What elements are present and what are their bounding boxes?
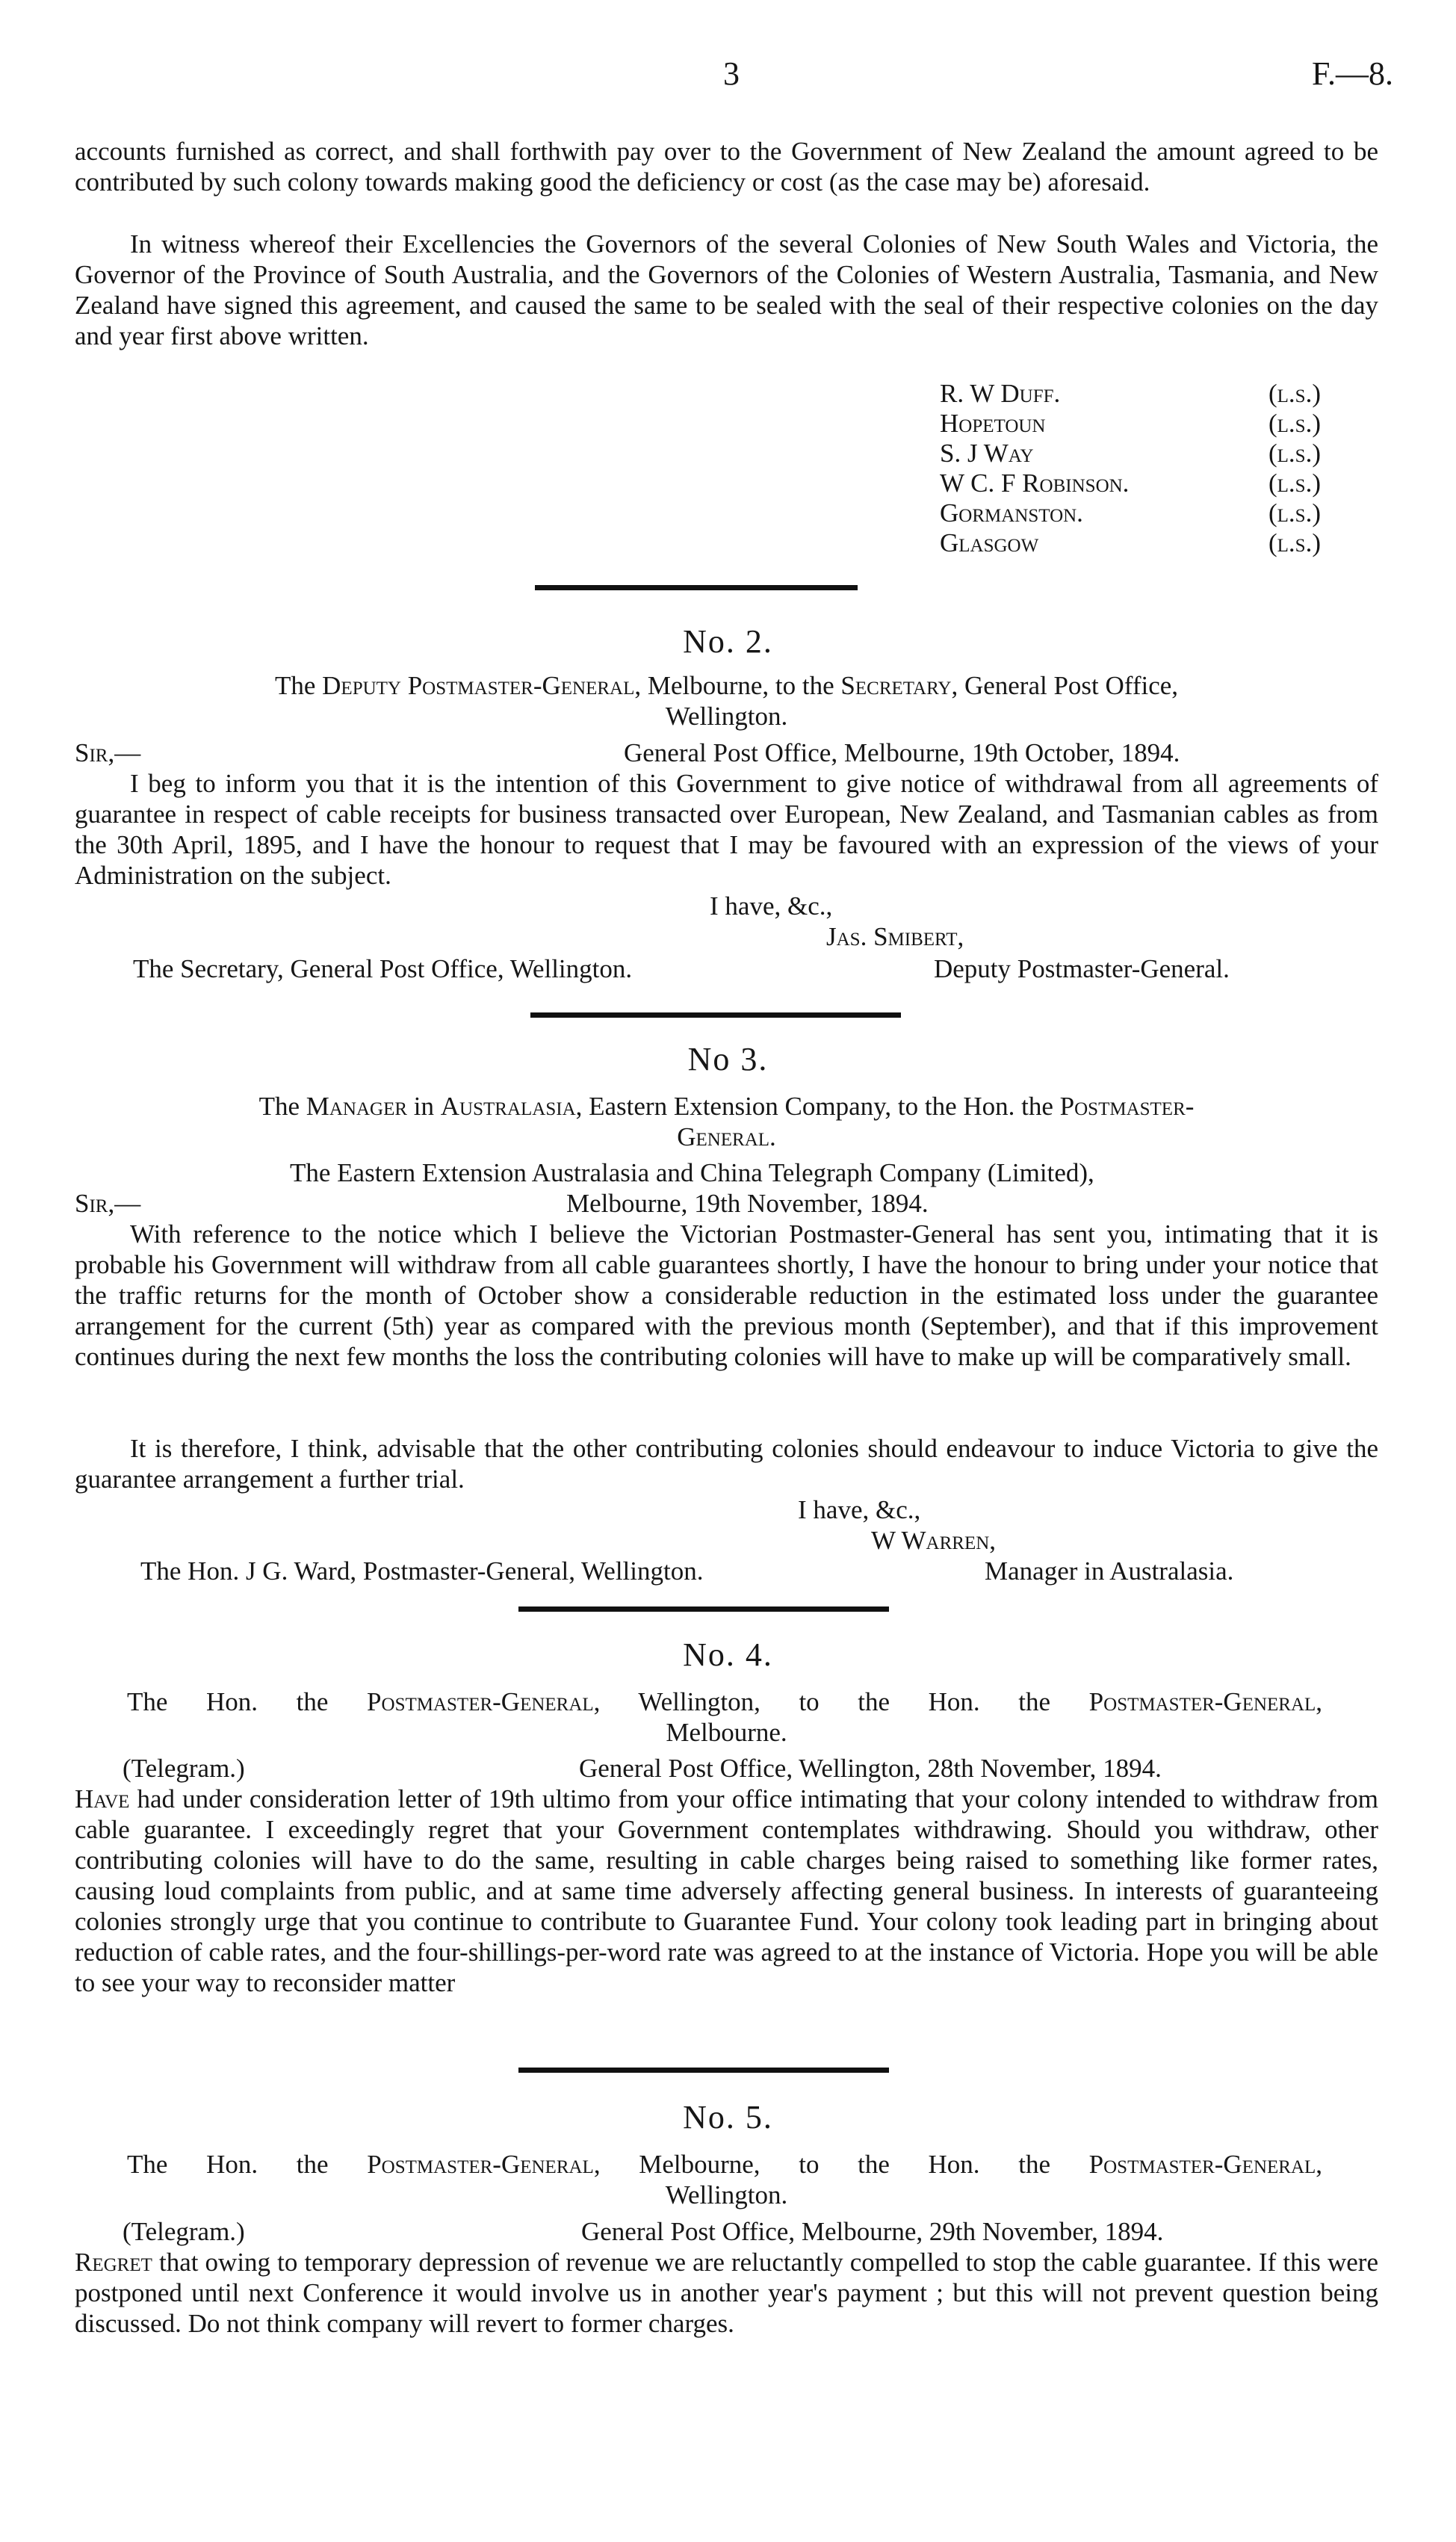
- seal-mark: (l.s.): [1268, 379, 1321, 408]
- no3-company: The Eastern Extension Australasia and China Telegraph Company (Limited),: [290, 1158, 1094, 1187]
- no5-dateline: General Post Office, Melbourne, 29th November, 1894.: [581, 2217, 1164, 2246]
- signatory-name: R. W Duff.: [940, 379, 1061, 408]
- page-number: 3: [723, 55, 740, 92]
- signatory-name: Glasgow: [940, 528, 1039, 557]
- no2-signer-title: Deputy Postmaster-General.: [934, 954, 1230, 983]
- no4-telegram-label: (Telegram.): [123, 1754, 245, 1783]
- no3-from-line: The Manager in Australasia, Eastern Extension Company, to the Hon. the Postmaster-: [258, 1092, 1195, 1121]
- signature-row: [940, 468, 1321, 498]
- no4-body: Have had under consideration letter of 19th ultimo from your office intimating that your colony intended to withdraw from cable guarantee. I exceedingly regret that your Government contemplates withdrawing. Should you withdraw, other contributing colonies will have to do the same, resulting in cable charges being raised to something like former rates, causing loud complaints from public, and at same time adversely affecting general business. In interests of guaranteeing colonies strongly urge that you continue to contribute to Guarantee Fund. Your colony took leading part in bringing about reduction of cable rates, and the four-shillings-per-word rate was agreed to at the instance of Victoria. Hope you will be able to see your way to reconsider matter: [75, 1784, 1378, 1997]
- no5-body: Regret that owing to temporary depression of revenue we are reluctantly compelled to stop the cable guarantee. If this were postponed until next Conference it would involve us in another year's payment ; but this will not prevent question being discussed. Do not think company will revert to former charges.: [75, 2248, 1378, 2338]
- no2-from-line-2: Wellington.: [665, 702, 788, 731]
- section-divider: [518, 2068, 889, 2073]
- no2-signer: Jas. Smibert,: [826, 922, 964, 951]
- no3-closing: I have, &c.,: [798, 1495, 921, 1524]
- section-divider: [518, 1606, 889, 1612]
- section-heading-no5: No. 5.: [683, 2099, 773, 2136]
- no2-salutation: Sir,—: [75, 738, 141, 767]
- no4-from-line: The Hon. the Postmaster-General, Wellington, to the Hon. the Postmaster-General,: [127, 1687, 1323, 1716]
- signatory-name: S. J Way: [940, 439, 1034, 468]
- seal-mark: (l.s.): [1268, 498, 1321, 528]
- signatory-name: W C. F Robinson.: [940, 468, 1130, 498]
- section-heading-no4: No. 4.: [683, 1636, 773, 1673]
- seal-mark: (l.s.): [1268, 468, 1321, 498]
- signature-row: [940, 438, 1321, 468]
- signatory-name: Hopetoun: [940, 409, 1046, 438]
- no3-salutation: Sir,—: [75, 1189, 141, 1218]
- seal-mark: (l.s.): [1268, 409, 1321, 438]
- no3-signer-title: Manager in Australasia.: [985, 1556, 1234, 1586]
- no3-body-2: It is therefore, I think, advisable that the other contributing colonies should endeavour to induce Victoria to give the guarantee arrangement a further trial.: [75, 1434, 1378, 1494]
- no2-addressee: The Secretary, General Post Office, Wellington.: [133, 954, 633, 983]
- no3-body-1: With reference to the notice which I believe the Victorian Postmaster-General has sent you, intimating that it is probable his Government will withdraw from all cable guarantees shortly, I have the honour to bring under your notice that the traffic returns for the month of October show a considerable reduction in the estimated loss under the guarantee arrangement for the current (5th) year as compared with the previous month (September), and that if this improvement continues during the next few months the loss the contributing colonies will have to make up will be comparatively small.: [75, 1219, 1378, 1371]
- signature-row: [940, 378, 1321, 408]
- signature-row: [940, 528, 1321, 557]
- no4-dateline: General Post Office, Wellington, 28th November, 1894.: [579, 1754, 1162, 1783]
- agreement-paragraph-1: accounts furnished as correct, and shall forthwith pay over to the Government of New Zealand the amount agreed to be contributed by such colony towards making good the deficiency or cost (as the case may be) aforesaid.: [75, 137, 1378, 197]
- no3-addressee: The Hon. J G. Ward, Postmaster-General, Wellington.: [140, 1556, 704, 1586]
- section-heading-no3: No 3.: [687, 1041, 769, 1077]
- no4-from-line-2: Melbourne.: [666, 1718, 787, 1747]
- no3-dateline: Melbourne, 19th November, 1894.: [566, 1189, 929, 1218]
- no2-body: I beg to inform you that it is the intention of this Government to give notice of withdrawal from all agreements of guarantee in respect of cable receipts for business transacted over European, New Zealand, and Tasmanian cables as from the 30th April, 1895, and I have the honour to request that I may be favoured with an expression of the views of your Administration on the subject.: [75, 769, 1378, 890]
- no2-dateline: General Post Office, Melbourne, 19th October, 1894.: [624, 738, 1180, 767]
- no2-from-line: The Deputy Postmaster-General, Melbourne, to the Secretary, General Post Office,: [274, 671, 1179, 700]
- seal-mark: (l.s.): [1268, 528, 1321, 557]
- no3-signer: W Warren,: [871, 1526, 997, 1555]
- section-heading-no2: No. 2.: [683, 623, 773, 660]
- agreement-paragraph-2: In witness whereof their Excellencies the Governors of the several Colonies of New South Wales and Victoria, the Governor of the Province of South Australia, and the Governors of the Colonies of Western Australia, Tasmania, and New Zealand have signed this agreement, and caused the same to be sealed with the seal of their respective colonies on the day and year first above written.: [75, 229, 1378, 350]
- signature-row: [940, 498, 1321, 528]
- seal-mark: (l.s.): [1268, 439, 1321, 468]
- section-divider: [530, 1012, 901, 1018]
- no2-closing: I have, &c.,: [710, 891, 833, 921]
- no3-from-line-2: General.: [677, 1122, 776, 1151]
- no5-from-line-2: Wellington.: [665, 2180, 788, 2209]
- signatory-name: Gormanston.: [940, 498, 1083, 528]
- signature-row: [940, 408, 1321, 438]
- document-reference: F.—8.: [1312, 55, 1393, 92]
- section-divider: [535, 585, 858, 590]
- no5-from-line: The Hon. the Postmaster-General, Melbourne, to the Hon. the Postmaster-General,: [127, 2150, 1323, 2179]
- no5-telegram-label: (Telegram.): [123, 2217, 245, 2246]
